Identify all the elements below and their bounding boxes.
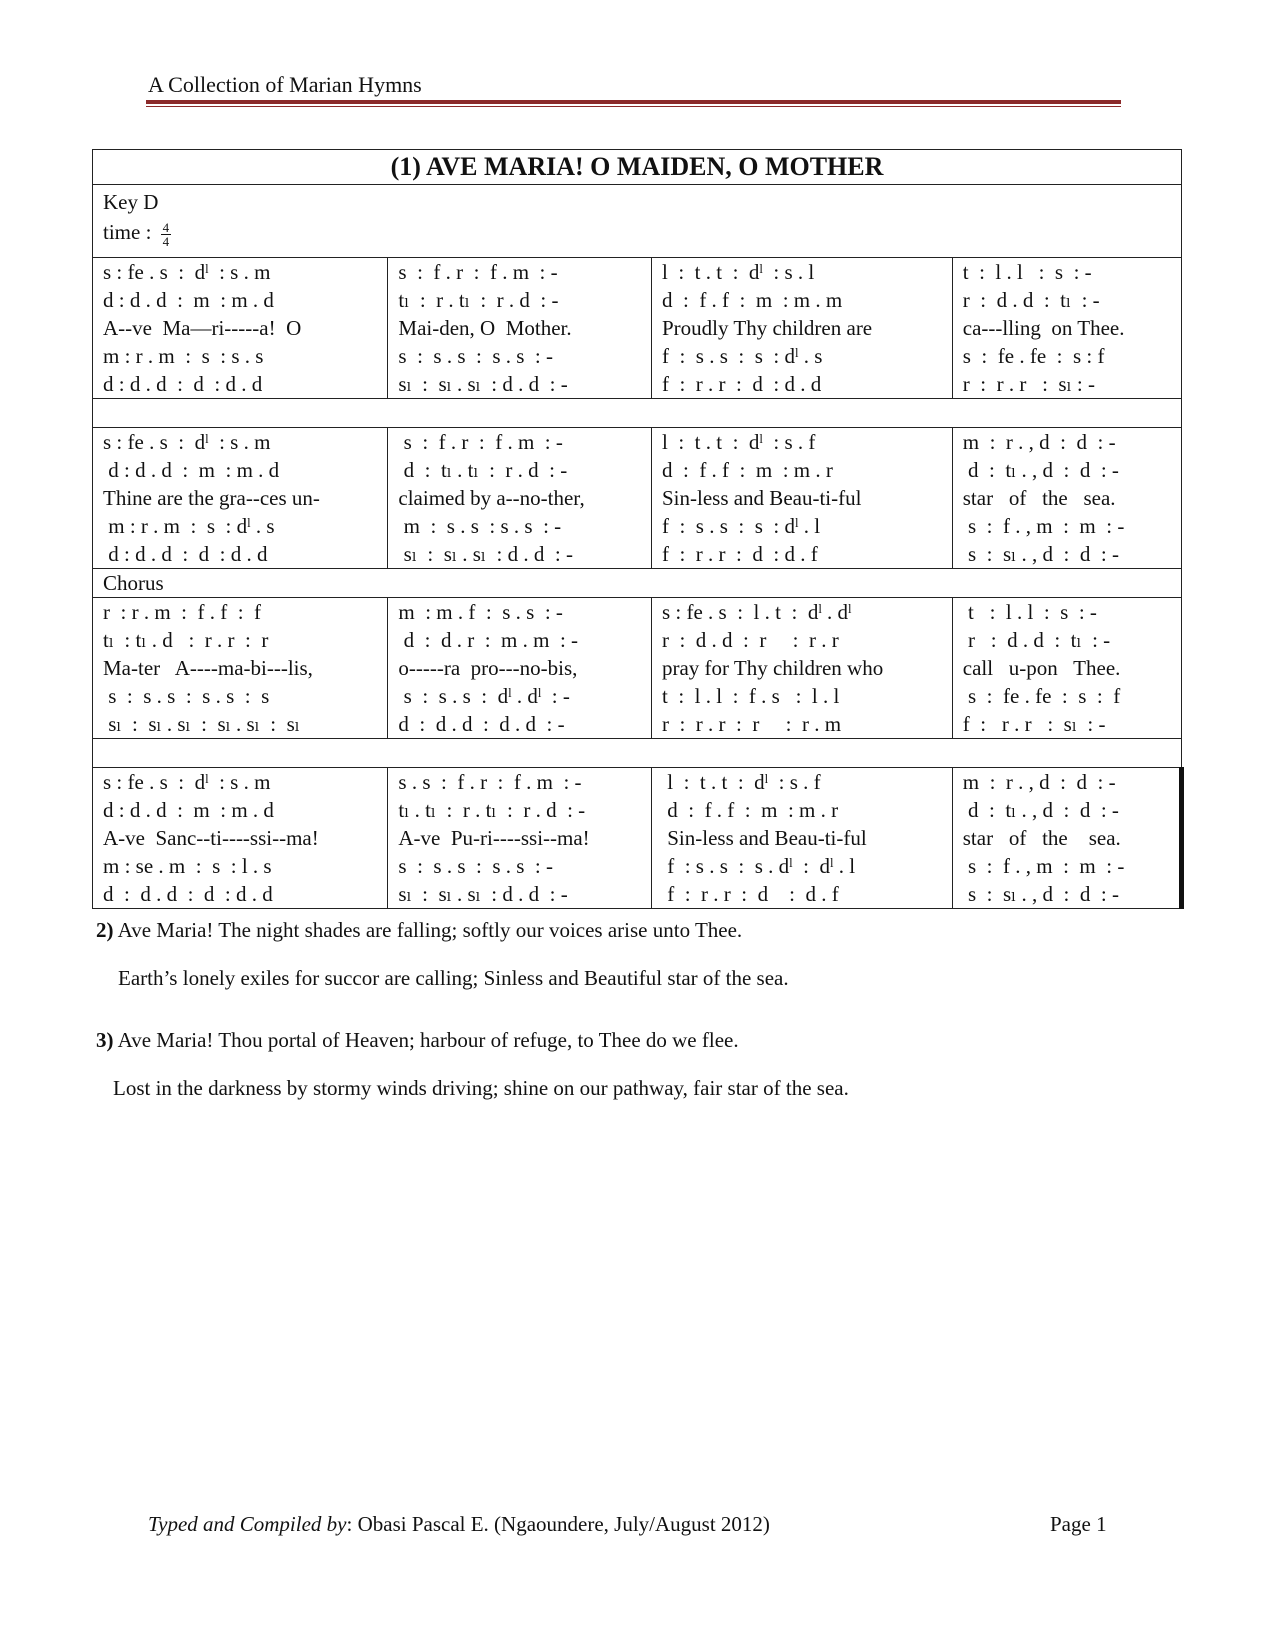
- soprano-line: l : t . t : dˡ : s . f: [661, 430, 816, 454]
- lyric-line: ca---lling on Thee.: [962, 316, 1125, 340]
- measure-cell: [388, 258, 652, 399]
- system-row: [93, 768, 1182, 909]
- alto-line: d : tₗ . tₗ : r . d : -: [398, 458, 568, 482]
- time-signature: [103, 217, 1171, 248]
- bass-line: r : r . r : r : r . m: [661, 712, 842, 736]
- hymn-title: (1) AVE MARIA! O MAIDEN, O MOTHER: [93, 150, 1182, 185]
- tenor-line: s : fe . fe : s : f: [962, 344, 1105, 368]
- tenor-line: s : s . s : s . s : -: [398, 854, 553, 878]
- alto-line: d : f . f : m : m . m: [661, 288, 843, 312]
- page-header: A Collection of Marian Hymns: [148, 72, 422, 97]
- footer-compiler: : Obasi Pascal E. (Ngaoundere, July/August 2012): [346, 1512, 770, 1536]
- time-denominator: 4: [162, 233, 170, 249]
- bass-line: d : d . d : d . d : -: [398, 712, 565, 736]
- soprano-line: l : t . t : dˡ : s . f: [661, 770, 821, 794]
- alto-line: d : tₗ . , d : d : -: [962, 798, 1119, 822]
- soprano-line: m : m . f : s . s : -: [398, 600, 563, 624]
- system-row: [93, 258, 1182, 399]
- time-label: time :: [103, 220, 152, 244]
- soprano-line: m : r . , d : d : -: [962, 430, 1116, 454]
- alto-line: d : f . f : m : m . r: [661, 798, 839, 822]
- lyric-line: pray for Thy children who: [661, 656, 884, 680]
- lyric-line: A--ve Ma—ri-----a! O: [103, 316, 302, 340]
- measure-cell: [388, 768, 652, 909]
- verse-text: Ave Maria! Thou portal of Heaven; harbour of refuge, to Thee do we flee.: [117, 1028, 739, 1052]
- footer-compiled-label: Typed and Compiled by: [148, 1512, 347, 1536]
- lyric-line: call u-pon Thee.: [962, 656, 1121, 680]
- soprano-line: s : f . r : f . m : -: [398, 430, 563, 454]
- measure-cell: [93, 768, 388, 909]
- measure-cell: [93, 258, 388, 399]
- verse-number: 3): [96, 1028, 114, 1052]
- header-rule: [146, 100, 1121, 107]
- chorus-row: [93, 569, 1182, 598]
- measure-cell: [952, 258, 1181, 399]
- spacer-row: [93, 739, 1182, 768]
- bass-line: s : sₗ . , d : d : -: [962, 882, 1119, 906]
- time-numerator: 4: [162, 219, 170, 235]
- bass-line: sₗ : sₗ . sₗ : d . d : -: [398, 882, 568, 906]
- lyric-line: Proudly Thy children are: [661, 316, 873, 340]
- lyric-line: star of the sea.: [962, 826, 1121, 850]
- bass-line: sₗ : sₗ . sₗ : d . d : -: [398, 542, 573, 566]
- verse-3-line-2: Lost in the darkness by stormy winds driving; shine on our pathway, fair star of the sea.: [113, 1076, 849, 1100]
- measure-cell: [952, 428, 1181, 569]
- tenor-line: s : s . s : s . s : s: [103, 684, 270, 708]
- lyric-line: Sin-less and Beau-ti-ful: [661, 486, 862, 510]
- bass-line: d : d . d : d : d . d: [103, 372, 263, 396]
- tenor-line: m : se . m : s : l . s: [103, 854, 272, 878]
- chorus-label: Chorus: [93, 569, 1182, 598]
- bass-line: f : r . r : d : d . f: [661, 542, 818, 566]
- bass-line: sₗ : sₗ . sₗ : d . d : -: [398, 372, 568, 396]
- bass-line: d : d . d : d : d . d: [103, 542, 268, 566]
- verse-3-line-1: [96, 1028, 739, 1053]
- verse-2-line-1: [96, 918, 742, 943]
- lyric-line: A-ve Sanc--ti----ssi--ma!: [103, 826, 319, 850]
- soprano-line: t : l . l : s : -: [962, 260, 1092, 284]
- bass-line: s : sₗ . , d : d : -: [962, 542, 1119, 566]
- soprano-line: s : fe . s : l . t : dˡ . dˡ: [661, 600, 852, 624]
- alto-line: d : d . r : m . m : -: [398, 628, 579, 652]
- bass-line: sₗ : sₗ . sₗ : sₗ . sₗ : sₗ: [103, 712, 300, 736]
- alto-line: d : d . d : m : m . d: [103, 288, 274, 312]
- lyric-line: star of the sea.: [962, 486, 1116, 510]
- lyric-line: claimed by a--no-ther,: [398, 486, 585, 510]
- alto-line: r : d . d : tₗ : -: [962, 628, 1111, 652]
- measure-cell: [388, 428, 652, 569]
- measure-cell: [388, 598, 652, 739]
- measure-cell: [651, 598, 952, 739]
- tenor-line: s : f . , m : m : -: [962, 514, 1125, 538]
- tenor-line: m : r . m : s : dˡ . s: [103, 514, 275, 538]
- verse-2-line-2: Earth’s lonely exiles for succor are calling; Sinless and Beautiful star of the sea.: [118, 966, 789, 990]
- soprano-line: s : fe . s : dˡ : s . m: [103, 770, 271, 794]
- soprano-line: s . s : f . r : f . m : -: [398, 770, 582, 794]
- bass-line: f : r . r : d : d . f: [661, 882, 839, 906]
- alto-line: r : d . d : r : r . r: [661, 628, 839, 652]
- alto-line: d : d . d : m : m . d: [103, 798, 274, 822]
- bass-line: r : r . r : sₗ : -: [962, 372, 1095, 396]
- lyric-line: A-ve Pu-ri----ssi--ma!: [398, 826, 590, 850]
- measure-cell: [651, 768, 952, 909]
- soprano-line: r : r . m : f . f : f: [103, 600, 262, 624]
- tenor-line: f : s . s : s . dˡ : dˡ . l: [661, 854, 856, 878]
- alto-line: r : d . d : tₗ : -: [962, 288, 1100, 312]
- measure-cell: [651, 428, 952, 569]
- lyric-line: Ma-ter A----ma-bi---lis,: [103, 656, 313, 680]
- measure-cell: [952, 598, 1181, 739]
- alto-line: d : d . d : m : m . d: [103, 458, 280, 482]
- measure-cell-final: [952, 768, 1181, 909]
- page-number: Page 1: [1050, 1512, 1107, 1536]
- tenor-line: s : s . s : s . s : -: [398, 344, 553, 368]
- verse-text: Ave Maria! The night shades are falling; softly our voices arise unto Thee.: [117, 918, 743, 942]
- bass-line: f : r . r : d : d . d: [661, 372, 822, 396]
- soprano-line: s : fe . s : dˡ : s . m: [103, 260, 271, 284]
- key-time-cell: [93, 185, 1182, 258]
- lyric-line: Mai-den, O Mother.: [398, 316, 572, 340]
- tenor-line: s : f . , m : m : -: [962, 854, 1125, 878]
- soprano-line: l : t . t : dˡ : s . l: [661, 260, 815, 284]
- system-row: [93, 598, 1182, 739]
- lyric-line: Sin-less and Beau-ti-ful: [661, 826, 867, 850]
- lyric-line: Thine are the gra--ces un-: [103, 486, 320, 510]
- measure-cell: [93, 428, 388, 569]
- soprano-line: s : fe . s : dˡ : s . m: [103, 430, 271, 454]
- alto-line: tₗ : tₗ . d : r . r : r: [103, 628, 269, 652]
- alto-line: tₗ : r . tₗ : r . d : -: [398, 288, 559, 312]
- alto-line: d : f . f : m : m . r: [661, 458, 833, 482]
- system-row: [93, 428, 1182, 569]
- measure-cell: [651, 258, 952, 399]
- lyric-line: o-----ra pro---no-bis,: [398, 656, 578, 680]
- hymn-table: [92, 149, 1184, 909]
- tenor-line: s : fe . fe : s : f: [962, 684, 1121, 708]
- soprano-line: m : r . , d : d : -: [962, 770, 1116, 794]
- measure-cell: [93, 598, 388, 739]
- alto-line: tₗ . tₗ : r . tₗ : r . d : -: [398, 798, 586, 822]
- tenor-line: t : l . l : f . s : l . l: [661, 684, 840, 708]
- soprano-line: t : l . l : s : -: [962, 600, 1097, 624]
- key-signature: Key D: [103, 190, 159, 214]
- time-fraction: [161, 221, 172, 248]
- spacer-row: [93, 399, 1182, 428]
- footer-credit: [148, 1512, 770, 1537]
- bass-line: f : r . r : sₗ : -: [962, 712, 1106, 736]
- tenor-line: m : r . m : s : s . s: [103, 344, 264, 368]
- bass-line: d : d . d : d : d . d: [103, 882, 273, 906]
- alto-line: d : tₗ . , d : d : -: [962, 458, 1119, 482]
- soprano-line: s : f . r : f . m : -: [398, 260, 558, 284]
- tenor-line: s : s . s : dˡ . dˡ : -: [398, 684, 570, 708]
- tenor-line: f : s . s : s : dˡ . s: [661, 344, 823, 368]
- tenor-line: f : s . s : s : dˡ . l: [661, 514, 821, 538]
- verse-number: 2): [96, 918, 114, 942]
- tenor-line: m : s . s : s . s : -: [398, 514, 562, 538]
